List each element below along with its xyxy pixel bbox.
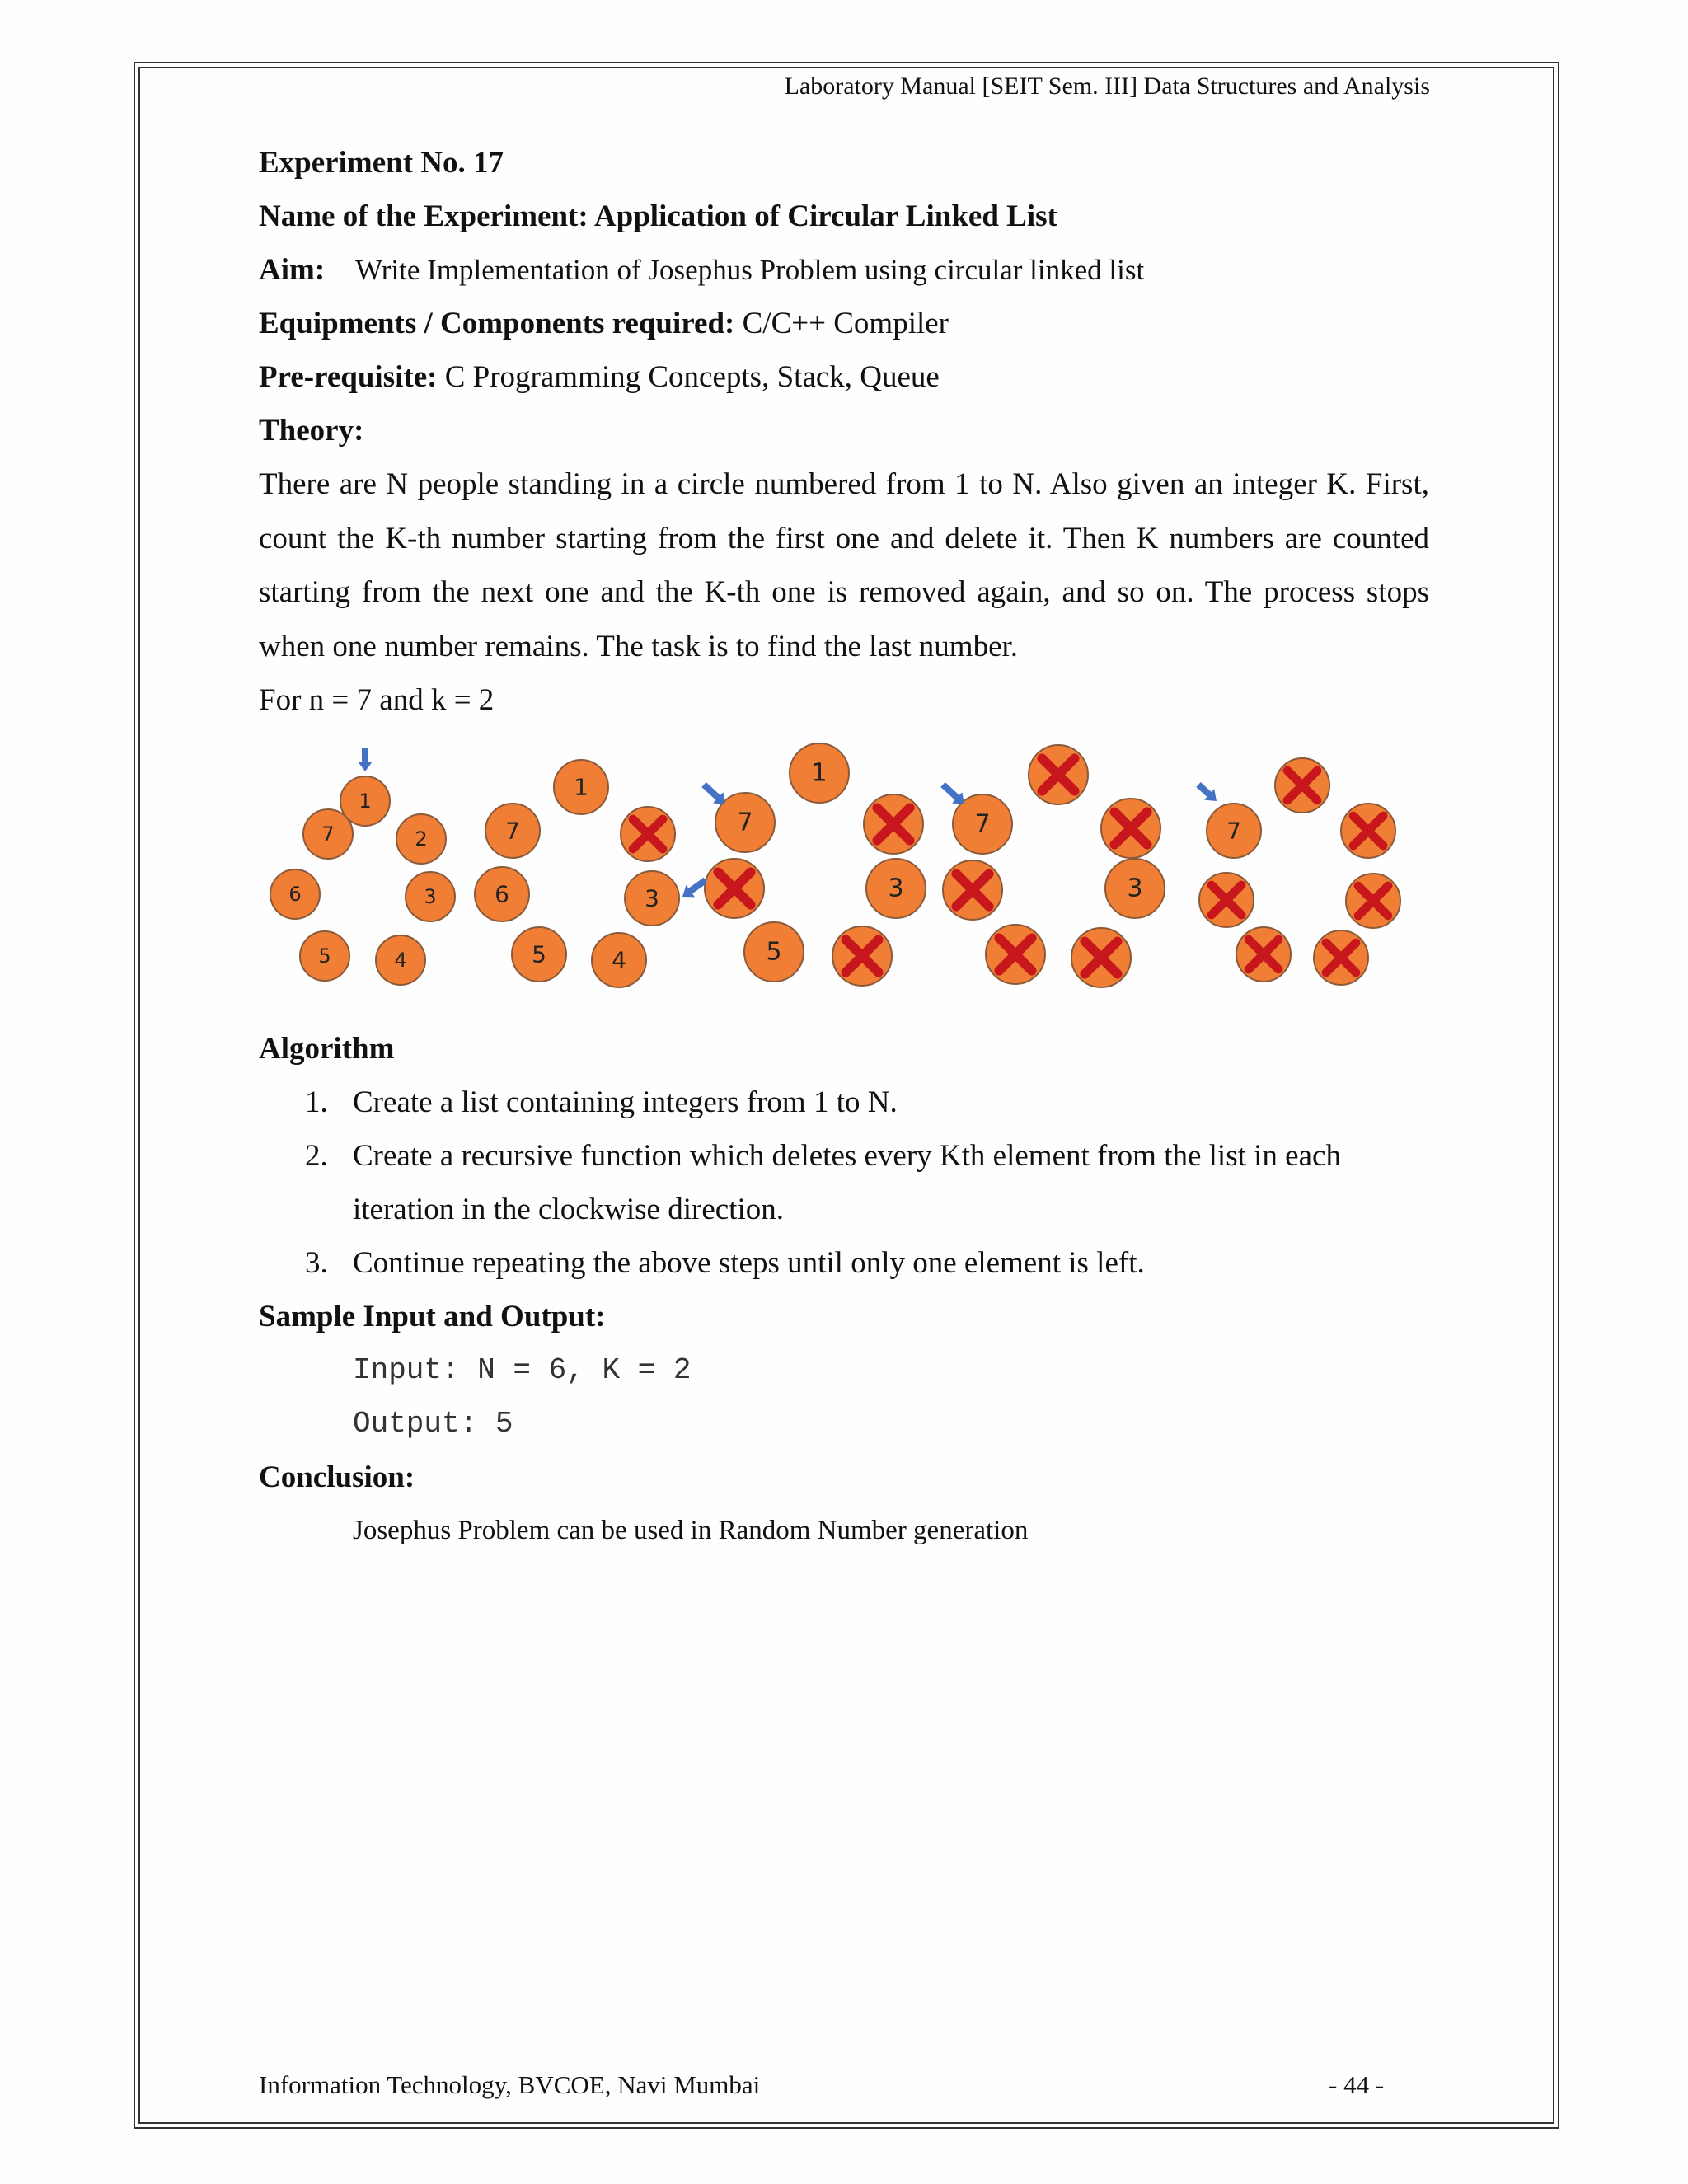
pointer-arrow-icon: [358, 748, 373, 771]
algorithm-step: [259, 1236, 1429, 1290]
main-content: [259, 136, 1429, 1558]
algorithm-steps: [259, 1076, 1429, 1290]
deleted-node: [943, 860, 1002, 920]
conclusion-heading: Conclusion:: [259, 1460, 415, 1494]
person-node: [790, 743, 849, 803]
equipment-label: Equipments / Components required:: [259, 307, 735, 340]
person-node: [485, 804, 540, 858]
running-header: Laboratory Manual [SEIT Sem. III] Data Structures and Analysis: [784, 73, 1430, 100]
person-node: [475, 867, 529, 921]
deleted-node: [1199, 873, 1254, 927]
algorithm-step: [259, 1076, 1429, 1129]
prerequisite-label: Pre-requisite:: [259, 360, 438, 394]
pointer-arrow-icon: [701, 782, 725, 804]
person-node: [625, 871, 679, 926]
theory-heading: Theory:: [259, 414, 364, 448]
step-text-continued: iteration in the clockwise direction.: [353, 1193, 784, 1226]
pointer-arrow-icon: [1196, 782, 1217, 801]
deleted-node: [1236, 927, 1291, 982]
node-label: 7: [737, 808, 753, 837]
deleted-node: [1346, 874, 1400, 928]
node-label: 3: [1127, 874, 1143, 903]
theory-paragraph: There are N people standing in a circle numbered from 1 to N. Also given an integer K. First, count the K-th number starting from the first one and delete it. Then K numbers are counted starting from the next one and the K-th one is removed again, and so on. The process stops when one number remains. The task is to find the last number.: [259, 467, 1429, 663]
aim-label: Aim:: [259, 253, 326, 287]
experiment-number: Experiment No. 17: [259, 146, 504, 180]
node-label: 5: [532, 940, 546, 968]
step-text: Continue repeating the above steps until only one element is left.: [353, 1246, 1145, 1280]
josephus-diagram: [259, 742, 1429, 1014]
node-label: 5: [318, 944, 331, 968]
deleted-node: [1275, 758, 1329, 813]
footer-institution: Information Technology, BVCOE, Navi Mumbai: [259, 2070, 761, 2099]
node-label: 6: [288, 883, 302, 906]
person-node: [744, 922, 804, 982]
footer-page-number: - 44 -: [1329, 2070, 1385, 2099]
deleted-node: [986, 925, 1045, 984]
step-number: 3.: [305, 1246, 328, 1280]
deleted-node: [705, 859, 764, 918]
deleted-node: [832, 926, 892, 986]
node-label: 4: [612, 946, 626, 974]
person-node: [303, 809, 353, 859]
person-node: [554, 760, 608, 814]
algorithm-step: [259, 1129, 1429, 1236]
node-label: 3: [645, 884, 659, 912]
sample-input: Input: N = 6, K = 2: [353, 1353, 692, 1387]
person-node: [592, 933, 646, 987]
person-node: [376, 935, 425, 985]
sample-output: Output: 5: [353, 1407, 513, 1441]
node-label: 6: [495, 880, 509, 908]
node-label: 7: [1226, 817, 1241, 845]
node-label: 1: [811, 758, 828, 788]
algorithm-heading: Algorithm: [259, 1032, 395, 1066]
deleted-node: [1029, 745, 1088, 804]
deleted-node: [864, 794, 923, 854]
node-label: 3: [888, 874, 904, 903]
person-node: [406, 872, 455, 921]
step-number: 2.: [305, 1139, 328, 1173]
equipment-text: C/C++ Compiler: [742, 307, 950, 340]
person-node: [1207, 804, 1261, 858]
equipment-line: [259, 297, 1429, 350]
aim-line: [259, 243, 1429, 297]
deleted-node: [1071, 928, 1131, 987]
deleted-node: [1341, 804, 1395, 858]
theory-example: For n = 7 and k = 2: [259, 683, 495, 717]
conclusion-text: Josephus Problem can be used in Random Number generation: [353, 1516, 1029, 1545]
step-number: 1.: [305, 1085, 328, 1119]
person-node: [396, 814, 446, 864]
node-label: 3: [424, 885, 437, 908]
deleted-node: [1101, 799, 1160, 858]
prerequisite-line: [259, 350, 1429, 404]
person-node: [866, 859, 926, 918]
step-text: Create a list containing integers from 1 to N.: [353, 1085, 898, 1119]
node-label: 7: [321, 823, 335, 846]
pointer-arrow-icon: [682, 878, 707, 898]
node-label: 1: [574, 773, 588, 801]
node-label: 2: [415, 827, 428, 851]
node-label: 7: [505, 817, 520, 845]
pointer-arrow-icon: [940, 782, 964, 804]
node-label: 4: [394, 949, 407, 972]
step-text: Create a recursive function which deletes every Kth element from the list in each: [353, 1139, 1341, 1173]
deleted-node: [1314, 930, 1368, 985]
prerequisite-text: C Programming Concepts, Stack, Queue: [444, 360, 940, 394]
node-label: 1: [359, 790, 372, 813]
aim-text: Write Implementation of Josephus Problem using circular linked list: [355, 254, 1145, 286]
person-node: [270, 869, 320, 919]
person-node: [512, 927, 566, 982]
person-node: [1105, 859, 1165, 918]
experiment-name: Name of the Experiment: Application of Circular Linked List: [259, 199, 1057, 233]
node-label: 7: [974, 809, 991, 839]
sample-heading: Sample Input and Output:: [259, 1300, 606, 1333]
person-node: [300, 931, 349, 981]
node-label: 5: [766, 937, 782, 967]
deleted-node: [621, 807, 675, 861]
